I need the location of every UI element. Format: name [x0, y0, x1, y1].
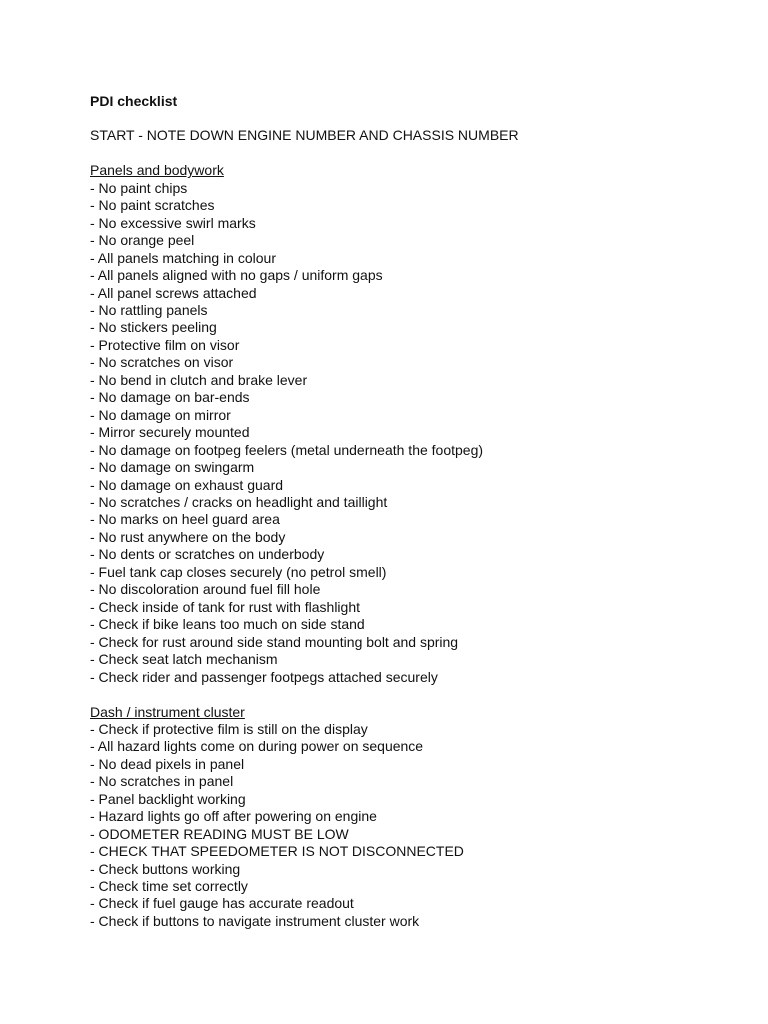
- section-panels-and-bodywork: [90, 162, 730, 686]
- checklist-item: - All panels aligned with no gaps / uniform gaps: [90, 267, 383, 284]
- checklist-item: - Check if fuel gauge has accurate readout: [90, 895, 354, 912]
- checklist-item: - Check if buttons to navigate instrument cluster work: [90, 912, 420, 929]
- checklist-item: - No dead pixels in panel: [90, 755, 245, 772]
- section-dash-instrument-cluster: [90, 704, 730, 931]
- checklist-item: - No damage on footpeg feelers (metal underneath the footpeg): [90, 441, 484, 458]
- checklist-item: - No orange peel: [90, 232, 195, 249]
- section-heading: Panels and bodywork: [90, 162, 224, 179]
- checklist-item: - No scratches / cracks on headlight and taillight: [90, 494, 388, 511]
- checklist: [90, 180, 730, 686]
- checklist-item: - No damage on bar-ends: [90, 389, 250, 406]
- checklist-item: - Check seat latch mechanism: [90, 651, 278, 668]
- checklist-item: - Check if protective film is still on the display: [90, 720, 368, 737]
- checklist-item: - All panels matching in colour: [90, 249, 276, 266]
- checklist: [90, 721, 730, 930]
- checklist-item: - No discoloration around fuel fill hole: [90, 581, 321, 598]
- checklist-item: - Check for rust around side stand mounting bolt and spring: [90, 633, 459, 650]
- checklist-item: - Check inside of tank for rust with flashlight: [90, 598, 361, 615]
- checklist-item: - Fuel tank cap closes securely (no petrol smell): [90, 563, 387, 580]
- checklist-item: - Check if bike leans too much on side stand: [90, 616, 365, 633]
- checklist-item: - No stickers peeling: [90, 319, 217, 336]
- checklist-item: - Check rider and passenger footpegs attached securely: [90, 668, 438, 685]
- checklist-item: - Mirror securely mounted: [90, 424, 250, 441]
- checklist-item: - No damage on exhaust guard: [90, 476, 284, 493]
- checklist-item: - No damage on mirror: [90, 406, 231, 423]
- checklist-item: - No damage on swingarm: [90, 459, 255, 476]
- checklist-item: - No scratches on visor: [90, 354, 234, 371]
- checklist-item: - No rattling panels: [90, 302, 208, 319]
- checklist-item: - No scratches in panel: [90, 773, 234, 790]
- checklist-item: - ODOMETER READING MUST BE LOW: [90, 825, 349, 842]
- checklist-item: - CHECK THAT SPEEDOMETER IS NOT DISCONNECTED: [90, 843, 464, 860]
- checklist-item: - No paint chips: [90, 179, 188, 196]
- checklist-item: - No rust anywhere on the body: [90, 528, 286, 545]
- checklist-item: - No marks on heel guard area: [90, 511, 280, 528]
- checklist-item: - Check time set correctly: [90, 878, 248, 895]
- checklist-item: - No dents or scratches on underbody: [90, 546, 325, 563]
- start-instruction: START - NOTE DOWN ENGINE NUMBER AND CHASSIS NUMBER: [90, 127, 519, 144]
- document-body: [90, 93, 730, 930]
- checklist-item: - Panel backlight working: [90, 790, 246, 807]
- checklist-item: - All panel screws attached: [90, 284, 257, 301]
- checklist-item: - No excessive swirl marks: [90, 214, 256, 231]
- checklist-item: - No bend in clutch and brake lever: [90, 371, 308, 388]
- checklist-item: - Hazard lights go off after powering on engine: [90, 808, 377, 825]
- section-heading: Dash / instrument cluster: [90, 703, 245, 720]
- checklist-item: - All hazard lights come on during power on sequence: [90, 738, 424, 755]
- checklist-item: - No paint scratches: [90, 197, 215, 214]
- checklist-item: - Check buttons working: [90, 860, 241, 877]
- checklist-item: - Protective film on visor: [90, 336, 240, 353]
- document-title: PDI checklist: [90, 93, 178, 109]
